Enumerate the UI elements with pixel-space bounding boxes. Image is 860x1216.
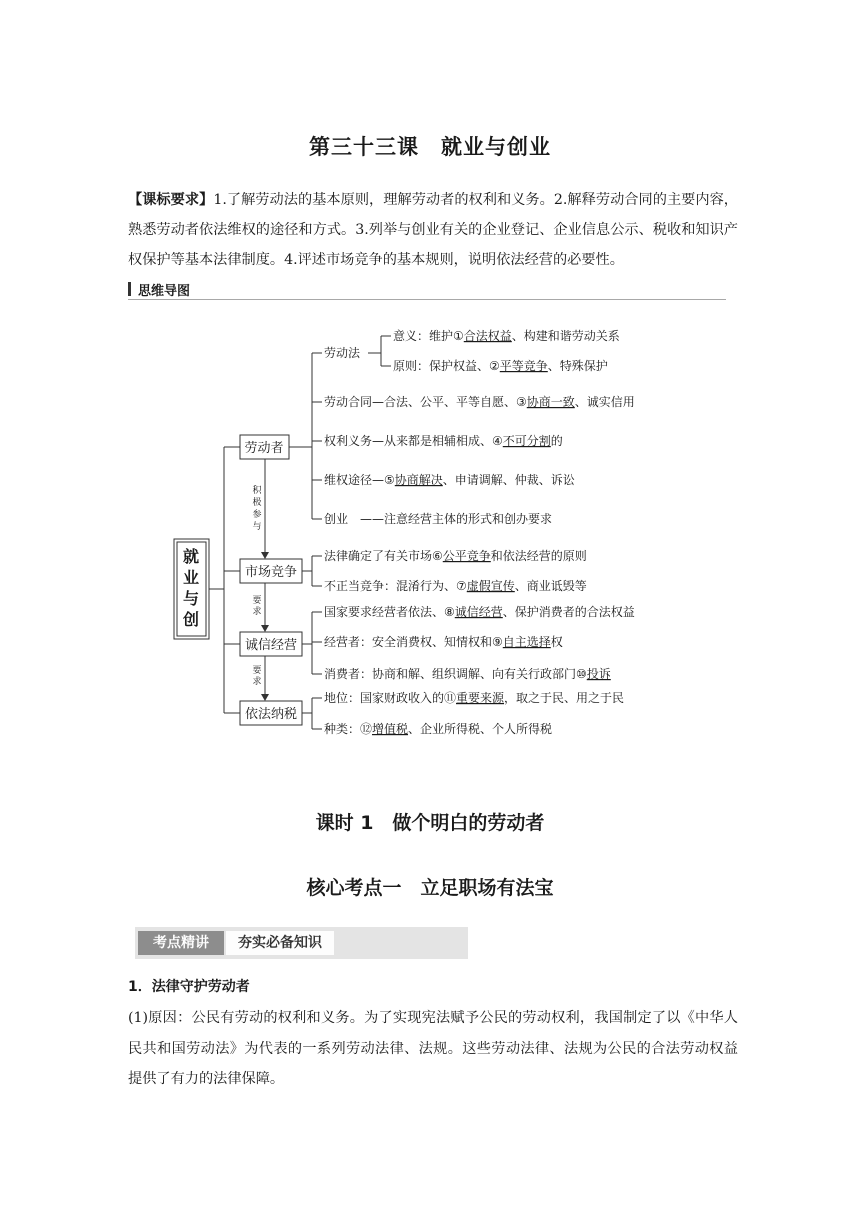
leaf-prefix: 种类：⑫ (324, 722, 373, 736)
connector-char: 求 (252, 607, 262, 617)
section-paragraph: (1)原因：公民有劳动的权利和义务。为了实现宪法赋予公民的劳动权利，我国制定了以《中华人民共和国劳动法》为代表的一系列劳动法律、法规。这些劳动法律、法规为公民的合法劳动权益提供了有力的法律保障。 (128, 1010, 738, 1087)
leaf-suffix: 、申请调解、仲裁、诉讼 (442, 473, 575, 487)
labor-contract (324, 394, 635, 409)
root-char-1: 就 (182, 547, 200, 566)
leaf-suffix: 、构建和谐劳动关系 (511, 329, 620, 343)
requirements-text: 1.了解劳动法的基本原则，理解劳动者的权利和义务。2.解释劳动合同的主要内容，熟悉劳动者依法维权的途径和方式。3.列举与创业有关的企业登记、企业信息公示、税收和知识产权保护等基本法律制度。4.评述市场竞争的基本规则，说明依法经营的必要性。 (128, 192, 738, 268)
fill-in-answer: 合法权益 (463, 329, 512, 343)
node-tax-label: 依法纳税 (244, 707, 298, 722)
rights-protection (324, 472, 575, 487)
root-char-4: 创 (182, 610, 200, 629)
leaf-suffix: 、保护消费者的合法权益 (502, 605, 635, 619)
unfair-competition (324, 578, 587, 593)
node-laborer-label: 劳动者 (244, 441, 284, 456)
leaf-prefix: 维权途径—⑤ (324, 473, 395, 487)
fill-in-answer: 增值税 (372, 722, 409, 736)
root-char-3: 与 (182, 589, 200, 608)
fill-in-answer: 平等竞争 (499, 359, 548, 373)
leaf-prefix: 国家要求经营者依法、⑧ (324, 605, 455, 619)
leaf-prefix: 消费者：协商和解、组织调解、向有关行政部门⑩ (324, 667, 587, 681)
leaf-prefix: 劳动合同—合法、公平、平等自愿、③ (324, 395, 527, 409)
banner-light-label: 夯实必备知识 (226, 931, 334, 955)
consumer-remedy (324, 666, 611, 681)
operator-duty (324, 634, 563, 649)
fill-in-answer: 重要来源 (456, 691, 505, 705)
labor-law-principle (393, 358, 608, 373)
fill-in-answer: 虚假宣传 (466, 579, 515, 593)
startup-text: ——注意经营主体的形式和创办要求 (360, 512, 553, 526)
mindmap-header-label: 思维导图 (138, 284, 191, 299)
arrow-head-icon (261, 694, 269, 701)
period-title: 课时 1 做个明白的劳动者 (315, 812, 545, 834)
leaf-suffix: 和依法经营的原则 (490, 549, 587, 563)
labor-law-meaning (393, 328, 620, 343)
leaf-suffix: 、企业所得税、个人所得税 (408, 722, 553, 736)
section-banner (135, 927, 468, 959)
rights-duties (324, 433, 563, 448)
leaf-suffix: ，取之于民、用之于民 (504, 691, 625, 705)
fill-in-answer: 自主选择 (502, 635, 551, 649)
competition-law (324, 548, 587, 563)
fill-in-answer: 协商一致 (526, 395, 575, 409)
leaf-prefix: 地位：国家财政收入的⑪ (324, 691, 457, 705)
connector-char: 积 (252, 486, 262, 496)
connector-char: 要 (252, 666, 262, 676)
tax-status (324, 690, 624, 705)
fill-in-answer: 诚信经营 (454, 605, 503, 619)
fill-in-answer: 不可分割 (502, 434, 551, 448)
honest-requirement (324, 604, 635, 619)
lesson-title: 第三十三课 就业与创业 (309, 135, 551, 159)
arrow-head-icon (261, 625, 269, 632)
connector-char: 求 (252, 677, 262, 687)
connector-char: 极 (252, 498, 262, 508)
leaf-prefix: 权利义务—从来都是相辅相成、④ (324, 434, 503, 448)
connector-char: 要 (252, 596, 262, 606)
leaf-suffix: 权 (550, 635, 563, 649)
leaf-prefix: 法律确定了有关市场⑥ (324, 549, 443, 563)
leaf-prefix: 不正当竞争：混淆行为、⑦ (324, 579, 467, 593)
connector-char: 与 (252, 522, 262, 532)
arrow-head-icon (261, 552, 269, 559)
banner-dark-label: 考点精讲 (138, 931, 224, 955)
root-char-2: 业 (182, 568, 200, 587)
fill-in-answer: 公平竞争 (442, 549, 491, 563)
leaf-prefix: 意义：维护① (393, 329, 464, 343)
startup-label: 创业 (324, 512, 349, 526)
core-title: 核心考点一 立足职场有法宝 (306, 877, 554, 899)
connector-char: 参 (252, 510, 262, 520)
node-competition-label: 市场竞争 (244, 565, 298, 580)
requirements-tag: 【课标要求】 (128, 192, 214, 208)
leaf-suffix: 、诚实信用 (574, 395, 635, 409)
labor-law-label: 劳动法 (324, 346, 361, 360)
leaf-suffix: 的 (550, 434, 563, 448)
leaf-prefix: 经营者：安全消费权、知情权和⑨ (324, 635, 503, 649)
fill-in-answer: 协商解决 (394, 473, 443, 487)
tax-types (324, 721, 552, 736)
leaf-suffix: 、商业诋毁等 (514, 579, 587, 593)
section-heading: 1．法律守护劳动者 (128, 979, 250, 995)
leaf-suffix: 、特殊保护 (547, 359, 608, 373)
node-honest-label: 诚信经营 (244, 638, 298, 653)
fill-in-answer: 投诉 (586, 667, 611, 681)
leaf-prefix: 原则：保护权益、② (393, 359, 500, 373)
